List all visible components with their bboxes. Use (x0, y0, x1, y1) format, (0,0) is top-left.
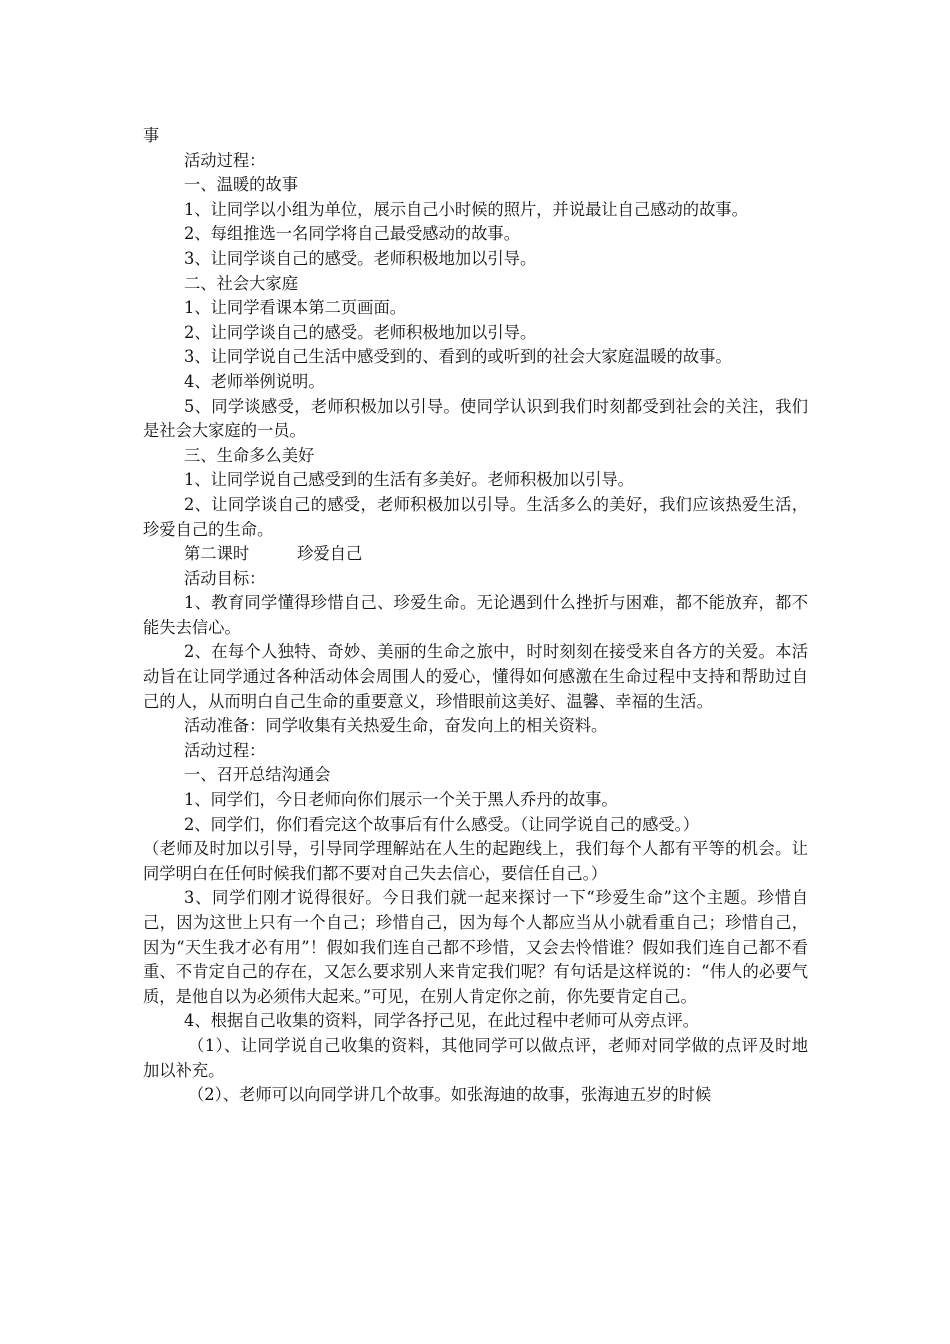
paragraph: 2、让同学谈自己的感受。老师积极地加以引导。 (184, 322, 537, 342)
section-label: 活动过程： (184, 740, 266, 760)
lesson-title: 珍爱自己 (297, 544, 363, 564)
paragraph: 2、同学们，你们看完这个故事后有什么感受。（让同学说自己的感受。） (184, 814, 700, 834)
paragraph: 2、每组推选一名同学将自己最受感动的故事。 (184, 224, 520, 244)
section-heading: 一、温暖的故事 (184, 175, 298, 195)
paragraph: （老师及时加以引导，引导同学理解站在人生的起跑线上，我们每个人都有平等的机会。让同学明白在任何时候我们都不要对自己失去信心，要信任自己。） (143, 839, 808, 883)
paragraph: 1、让同学以小组为单位，展示自己小时候的照片，并说最让自己感动的故事。 (184, 199, 748, 219)
paragraph: 1、教育同学懂得珍惜自己、珍爱生命。无论遇到什么挫折与困难，都不能放弃，都不能失去信心。 (143, 593, 808, 637)
paragraph: 3、同学们刚才说得很好。今日我们就一起来探讨一下“珍爱生命”这个主题。珍惜自己，因为这世上只有一个自己；珍惜自己，因为每个人都应当从小就看重自己；珍惜自己，因为“天生我才必有用”！假如我们连自己都不珍惜，又会去怜惜谁？假如我们连自己都不看重、不肯定自己的存在，又怎么要求别人来肯定我们呢？有句话是这样说的：“伟人的必要气质，是他自以为必须伟大起来。”可见，在别人肯定你之前，你先要肯定自己。 (143, 888, 808, 1006)
paragraph: 4、老师举例说明。 (184, 371, 325, 391)
paragraph: 1、让同学说自己感受到的生活有多美好。老师积极加以引导。 (184, 470, 634, 490)
section-label: 活动目标： (184, 568, 266, 588)
document-body (143, 124, 808, 1108)
paragraph: 5、同学谈感受，老师积极加以引导。使同学认识到我们时刻都受到社会的关注，我们是社会大家庭的一员。 (143, 396, 808, 441)
section-label: 活动过程： (184, 150, 266, 170)
lesson-heading (143, 542, 808, 567)
paragraph: 2、让同学谈自己的感受，老师积极加以引导。生活多么的美好，我们应该热爱生活，珍爱自己的生命。 (143, 494, 808, 539)
section-heading: 二、社会大家庭 (184, 273, 298, 293)
paragraph: 1、让同学看课本第二页画面。 (184, 298, 407, 318)
paragraph: （2）、老师可以向同学讲几个故事。如张海迪的故事，张海迪五岁的时候 (188, 1085, 712, 1105)
section-heading: 一、召开总结沟通会 (184, 765, 331, 785)
paragraph: 3、让同学说自己生活中感受到的、看到的或听到的社会大家庭温暖的故事。 (184, 347, 732, 367)
paragraph: 1、同学们，今日老师向你们展示一个关于黑人乔丹的故事。 (184, 790, 618, 810)
paragraph: （1）、让同学说自己收集的资料，其他同学可以做点评，老师对同学做的点评及时地加以补充。 (143, 1035, 808, 1080)
paragraph: 活动准备：同学收集有关热爱生命，奋发向上的相关资料。 (184, 716, 608, 736)
lesson-number: 第二课时 (184, 544, 250, 564)
paragraph: 事 (143, 126, 160, 145)
section-heading: 三、生命多么美好 (184, 445, 315, 465)
paragraph: 3、让同学谈自己的感受。老师积极地加以引导。 (184, 248, 537, 268)
paragraph: 2、在每个人独特、奇妙、美丽的生命之旅中，时时刻刻在接受来自各方的关爱。本活动旨在让同学通过各种活动体会周围人的爱心，懂得如何感激在生命过程中支持和帮助过自己的人，从而明白自己生命的重要意义，珍惜眼前这美好、温馨、幸福的生活。 (143, 642, 808, 711)
paragraph: 4、根据自己收集的资料，同学各抒己见，在此过程中老师可从旁点评。 (184, 1011, 700, 1031)
